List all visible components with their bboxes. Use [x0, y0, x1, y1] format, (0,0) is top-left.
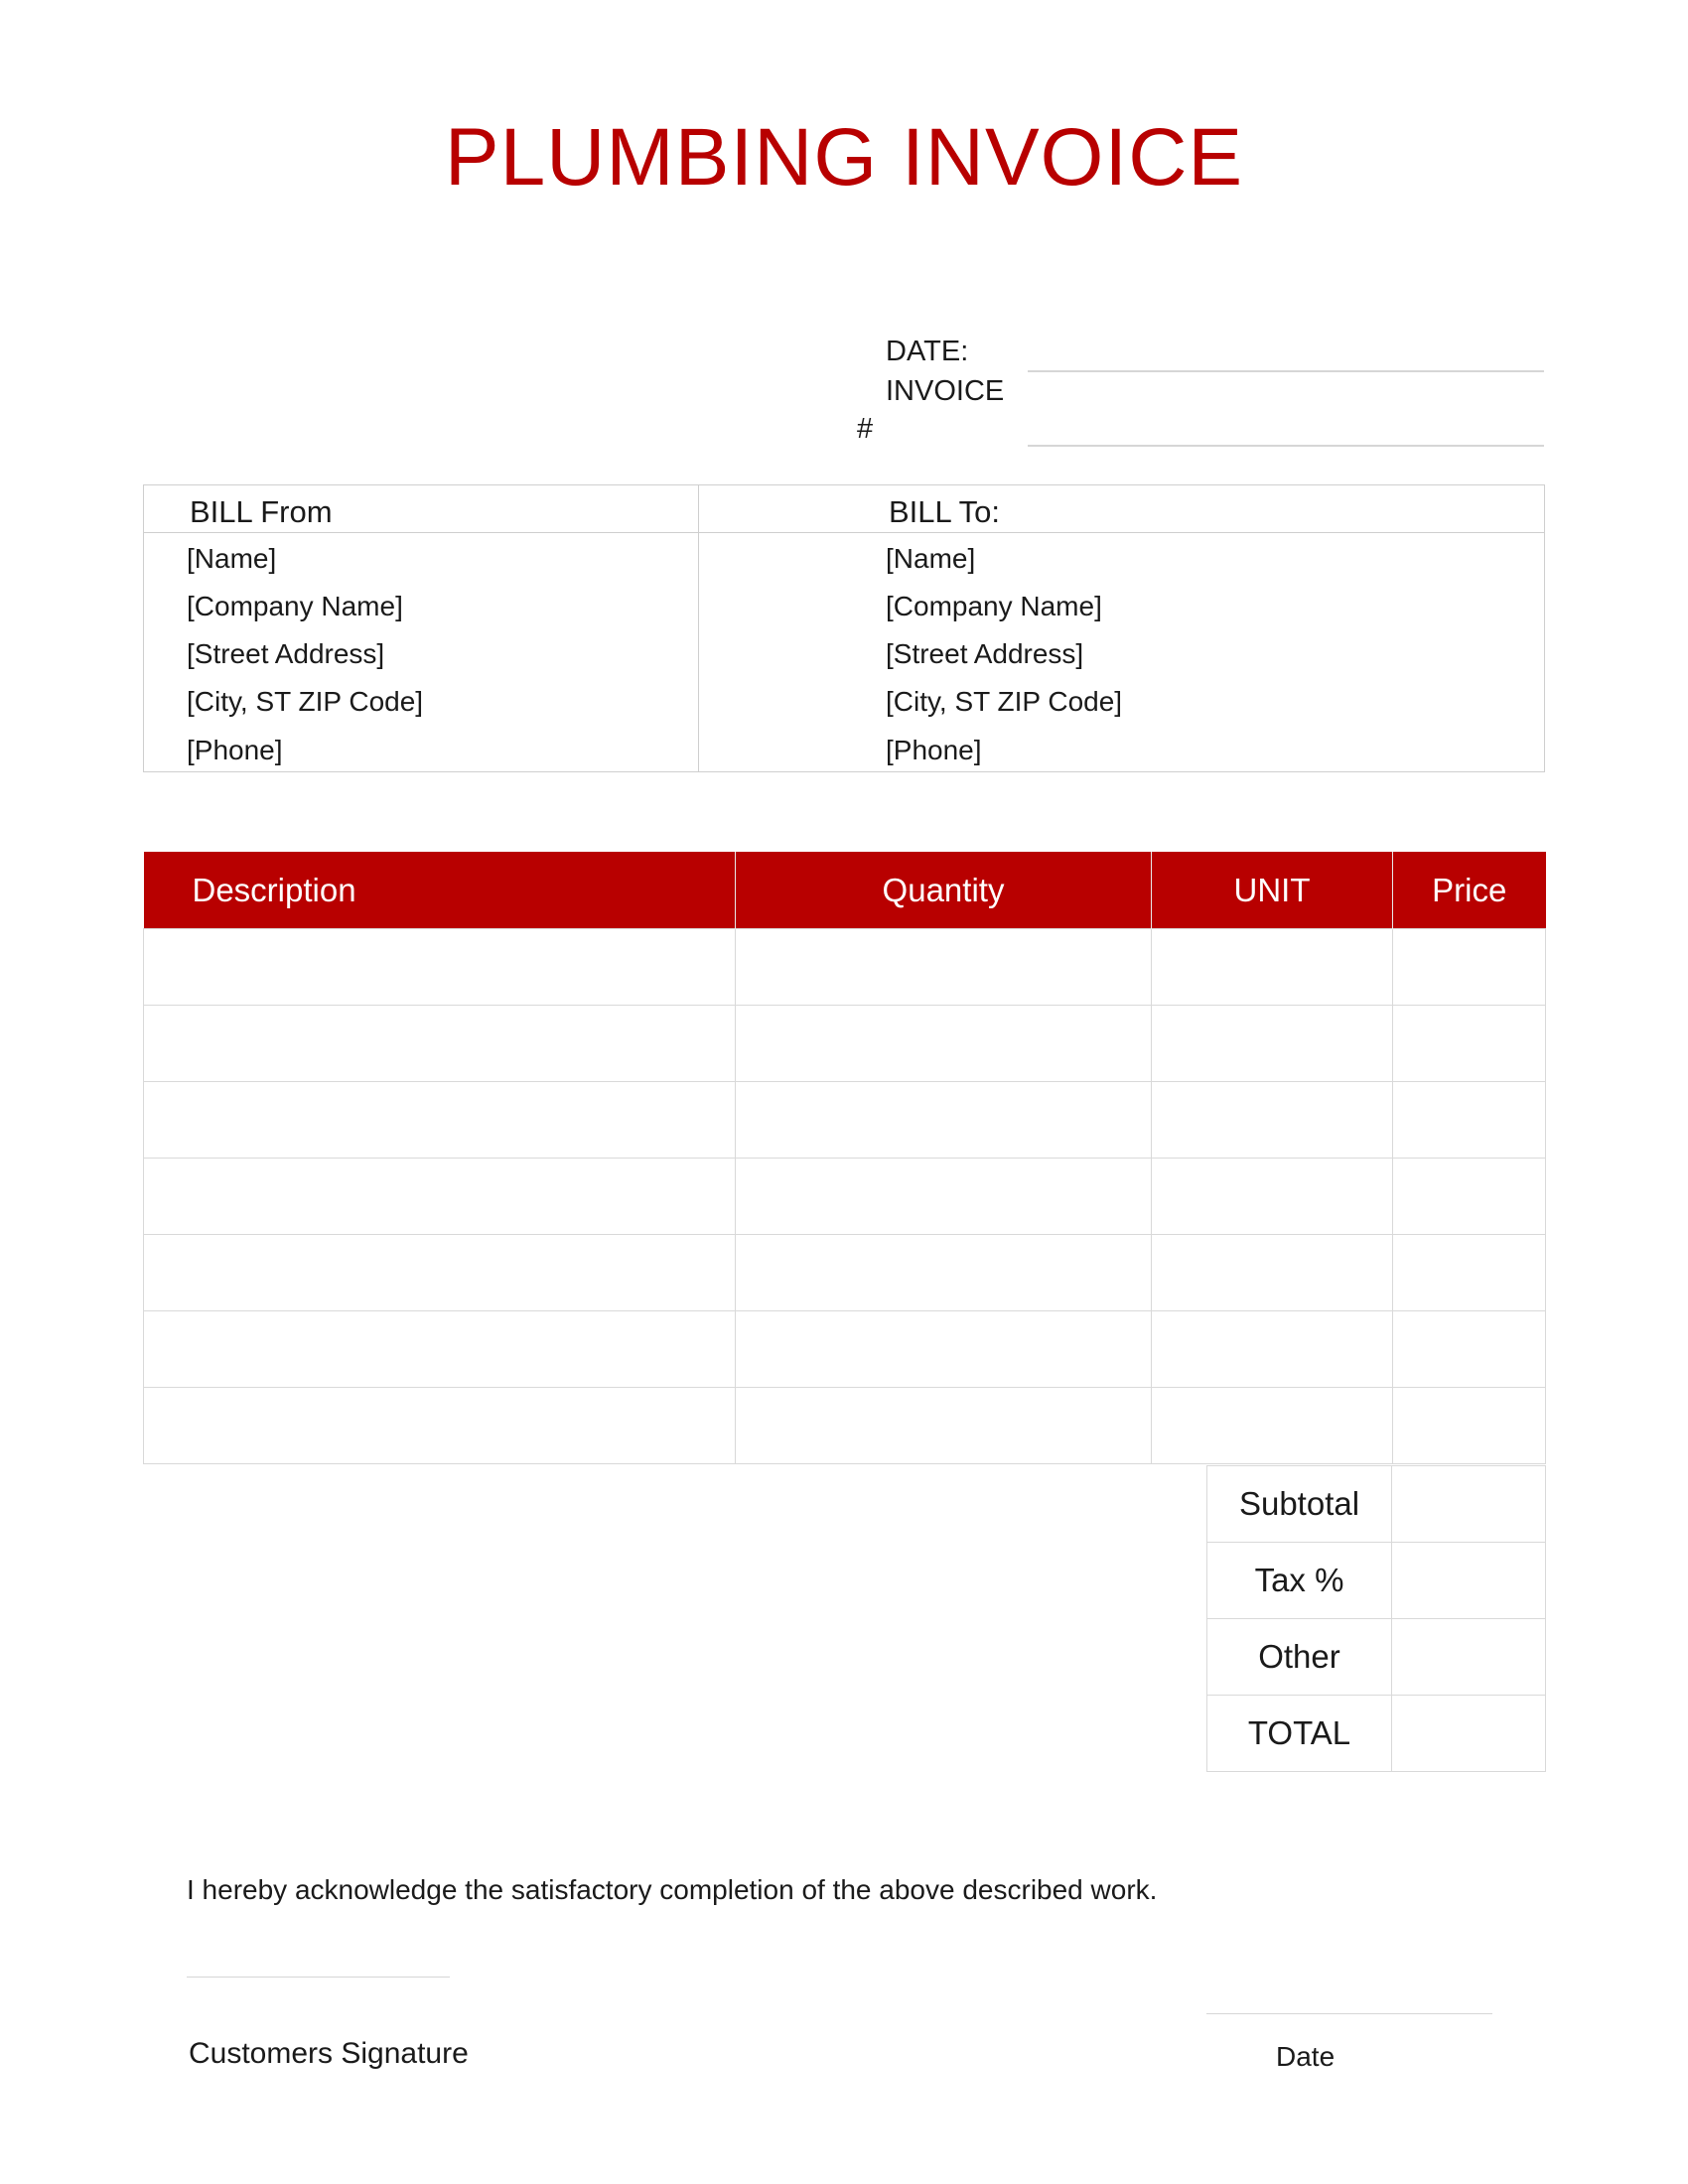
- subtotal-label: Subtotal: [1207, 1466, 1392, 1543]
- description-cell[interactable]: [144, 1388, 736, 1464]
- bill-to-street[interactable]: [Street Address]: [886, 638, 1084, 669]
- signature-line[interactable]: [187, 1977, 450, 1978]
- tax-value[interactable]: [1392, 1543, 1546, 1619]
- description-header: Description: [144, 852, 736, 929]
- quantity-cell[interactable]: [736, 929, 1152, 1006]
- bill-from-phone[interactable]: [Phone]: [187, 735, 283, 765]
- price-cell[interactable]: [1393, 1388, 1546, 1464]
- unit-cell[interactable]: [1152, 1388, 1393, 1464]
- invoice-number-field[interactable]: [1028, 445, 1544, 447]
- description-cell[interactable]: [144, 1159, 736, 1235]
- total-row: [1207, 1696, 1546, 1772]
- date-signature-label: Date: [1276, 2041, 1336, 2072]
- bill-from-company[interactable]: [Company Name]: [187, 591, 403, 621]
- description-cell[interactable]: [144, 1311, 736, 1388]
- table-row: [144, 1006, 1546, 1082]
- items-header-row: [144, 852, 1546, 929]
- description-cell[interactable]: [144, 1082, 736, 1159]
- bill-to-city[interactable]: [City, ST ZIP Code]: [886, 686, 1123, 717]
- unit-header: UNIT: [1152, 852, 1393, 929]
- acknowledgement-text: I hereby acknowledge the satisfactory completion of the above described work.: [187, 1874, 1158, 1905]
- tax-label: Tax %: [1207, 1543, 1392, 1619]
- billing-divider: [698, 484, 699, 772]
- price-cell[interactable]: [1393, 1082, 1546, 1159]
- description-cell[interactable]: [144, 929, 736, 1006]
- table-row: [144, 1235, 1546, 1311]
- other-value[interactable]: [1392, 1619, 1546, 1696]
- bill-from-heading: BILL From: [190, 494, 333, 529]
- price-header: Price: [1393, 852, 1546, 929]
- bill-from-street[interactable]: [Street Address]: [187, 638, 385, 669]
- unit-cell[interactable]: [1152, 1235, 1393, 1311]
- invoice-hash: #: [857, 413, 874, 445]
- date-field[interactable]: [1028, 370, 1544, 372]
- bill-to-phone[interactable]: [Phone]: [886, 735, 982, 765]
- unit-cell[interactable]: [1152, 929, 1393, 1006]
- quantity-header: Quantity: [736, 852, 1152, 929]
- quantity-cell[interactable]: [736, 1388, 1152, 1464]
- total-label: TOTAL: [1207, 1696, 1392, 1772]
- signature-label: Customers Signature: [189, 2037, 469, 2070]
- table-row: [144, 1082, 1546, 1159]
- unit-cell[interactable]: [1152, 1311, 1393, 1388]
- price-cell[interactable]: [1393, 1159, 1546, 1235]
- tax-row: [1207, 1543, 1546, 1619]
- description-cell[interactable]: [144, 1235, 736, 1311]
- bill-from-name[interactable]: [Name]: [187, 543, 277, 574]
- table-row: [144, 929, 1546, 1006]
- quantity-cell[interactable]: [736, 1006, 1152, 1082]
- billing-box: [143, 484, 1545, 772]
- price-cell[interactable]: [1393, 929, 1546, 1006]
- quantity-cell[interactable]: [736, 1311, 1152, 1388]
- bill-to-name[interactable]: [Name]: [886, 543, 976, 574]
- table-row: [144, 1388, 1546, 1464]
- totals-table: [1206, 1465, 1546, 1772]
- price-cell[interactable]: [1393, 1006, 1546, 1082]
- unit-cell[interactable]: [1152, 1159, 1393, 1235]
- quantity-cell[interactable]: [736, 1235, 1152, 1311]
- unit-cell[interactable]: [1152, 1082, 1393, 1159]
- price-cell[interactable]: [1393, 1311, 1546, 1388]
- billing-header-rule: [143, 532, 1545, 533]
- date-label: DATE:: [886, 336, 969, 367]
- bill-to-heading: BILL To:: [889, 494, 1001, 529]
- quantity-cell[interactable]: [736, 1082, 1152, 1159]
- total-value[interactable]: [1392, 1696, 1546, 1772]
- date-signature-line[interactable]: [1206, 2013, 1492, 2014]
- bill-from-city[interactable]: [City, ST ZIP Code]: [187, 686, 424, 717]
- other-label: Other: [1207, 1619, 1392, 1696]
- table-row: [144, 1159, 1546, 1235]
- quantity-cell[interactable]: [736, 1159, 1152, 1235]
- other-row: [1207, 1619, 1546, 1696]
- items-table: [143, 852, 1546, 1464]
- unit-cell[interactable]: [1152, 1006, 1393, 1082]
- table-row: [144, 1311, 1546, 1388]
- bill-to-company[interactable]: [Company Name]: [886, 591, 1102, 621]
- invoice-label: INVOICE: [886, 375, 1005, 407]
- description-cell[interactable]: [144, 1006, 736, 1082]
- subtotal-value[interactable]: [1392, 1466, 1546, 1543]
- price-cell[interactable]: [1393, 1235, 1546, 1311]
- invoice-title: PLUMBING INVOICE: [444, 112, 1244, 203]
- subtotal-row: [1207, 1466, 1546, 1543]
